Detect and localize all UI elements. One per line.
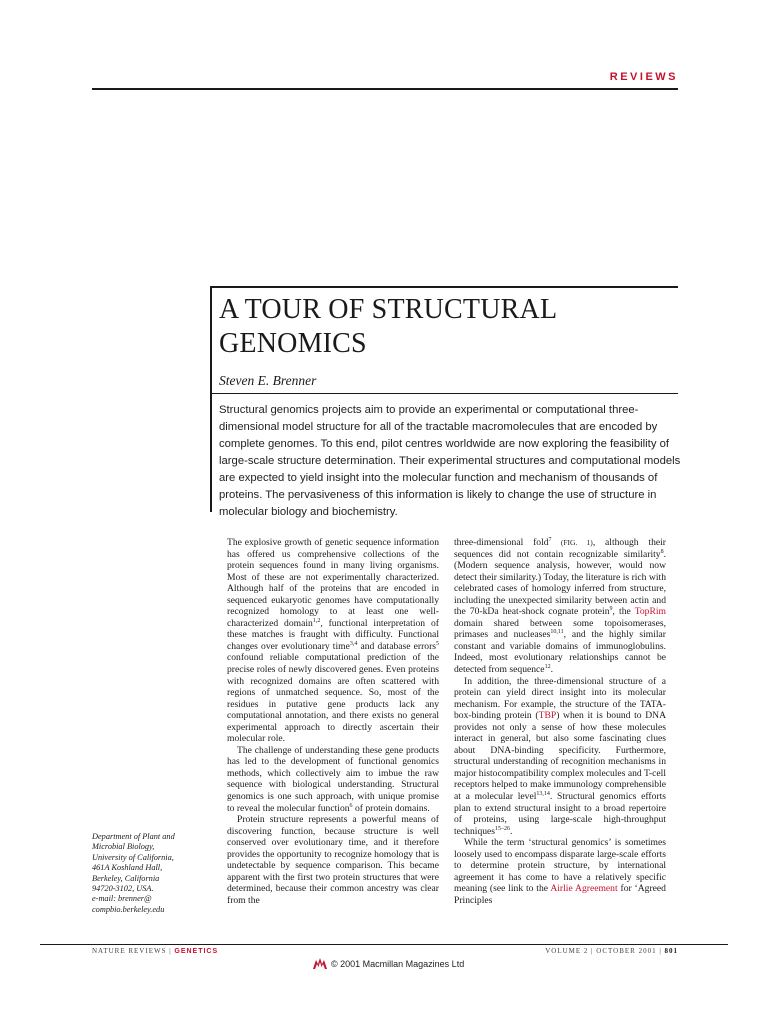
page-number: 801	[664, 947, 678, 955]
affiliation-line: compbio.berkeley.edu	[92, 904, 165, 914]
author-affiliation	[92, 832, 212, 915]
title-line-2: GENOMICS	[219, 328, 367, 359]
body-column-1	[227, 537, 439, 907]
paragraph: Protein structure represents a powerful means of discovering function, because structure is well conserved over evolutionary time, and it therefore provides the opportunity to recognize homology that is undetectable by sequence comparison. This became apparent with the first two protein structures that were determined, because their common ancestry was clear from the	[227, 814, 439, 906]
body-column-2	[454, 537, 666, 907]
paragraph: In addition, the three-dimensional structure of a protein can yield direct insight into its molecular mechanism. For example, the structure of the TATA-box-binding protein (TBP) when it is bound to DNA provides not only a sense of how these molecules interact in general, but also some fascinating clues about DNA-binding specificity. Furthermore, structural understanding of recognition mechanisms in major histocompatibility complex molecules and T-cell receptors helped to make immunology comprehensible at a molecular level$^{13,14}$. Structural genomics efforts plan to extend structural insight to a broad repertoire of proteins, using large-scale high-throughput techniques$^{15-26}$.	[454, 675, 667, 837]
copyright-line	[313, 958, 464, 969]
abstract: Structural genomics projects aim to provide an experimental or computational three-dimensional model structure for all of the tractable macromolecules that are encoded by complete genomes. To this end, pilot centres worldwide are now exploring the feasibility of large-scale structure determination. Their experimental structures and computational models are expected to yield insight into the molecular function and mechanism of thousands of proteins. The pervasiveness of this information is likely to change the use of structure in molecular biology and biochemistry.	[219, 404, 681, 518]
toprim-link[interactable]: TopRim	[634, 606, 666, 618]
title-line-1: A TOUR OF STRUCTURAL	[219, 294, 558, 325]
affiliation-line: Department of Plant and	[92, 832, 175, 841]
title-top-rule	[210, 286, 678, 288]
affiliation-line: 94720-3102, USA.	[92, 884, 154, 894]
journal-subject: GENETICS	[174, 948, 219, 955]
copyright-text: © 2001 Macmillan Magazines Ltd	[331, 959, 465, 969]
footer-rule	[40, 944, 728, 945]
title-vertical-rule	[210, 286, 212, 512]
affiliation-line: Berkeley, California	[92, 873, 160, 883]
paragraph: The challenge of understanding these gene products has led to the development of functional genomics methods, which collectively aim to imbue the raw sequence with biological understanding. Structural genomics is one such approach, with unique promise to reveal the molecular function$^6$ of protein domains.	[227, 744, 439, 814]
airlie-agreement-link[interactable]: Airlie Agreement	[550, 883, 618, 895]
footer-separator: |	[169, 947, 172, 955]
tbp-link[interactable]: TBP	[538, 710, 557, 722]
volume-issue: VOLUME 2 | OCTOBER 2001 |	[545, 947, 662, 955]
macmillan-logo-icon	[313, 958, 327, 969]
footer-volume	[545, 947, 678, 955]
affiliation-line: e-mail: brenner@	[92, 894, 152, 904]
affiliation-line: 461A Koshland Hall,	[92, 863, 163, 873]
affiliation-line: Microbial Biology,	[92, 842, 155, 852]
paragraph: While the term ‘structural genomics’ is sometimes loosely used to encompass disparate large-scale efforts to determine protein structure, by international agreement it has come to have a relatively specific meaning (see link to the Airlie Agreement for ‘Agreed Principles	[454, 837, 666, 906]
affiliation-line: University of California,	[92, 852, 174, 862]
paragraph: The explosive growth of genetic sequence information has offered us comprehensive collections of the protein sequences found in many living organisms. Most of these are not experimentally characterized. Although half of the proteins that are encoded in sequenced eukaryotic genomes have computationally recognized homology to at least one well-characterized domain$^{1,2}$, functional interpretation of these matches is fraught with difficulty. Functional changes over evolutionary time$^{3,4}$ and database errors$^5$ confound reliable computational prediction of the precise roles of newly discovered genes. Even proteins with recognized domains are often scattered with regions of unmatched sequence. So, most of the residues in putative gene products lack any computational annotation, and there exists no general experimental approach to directly ascertain their molecular role.	[227, 537, 440, 745]
author-rule	[212, 393, 678, 394]
top-rule	[92, 88, 678, 90]
journal-name: NATURE REVIEWS	[92, 947, 167, 955]
section-label: REVIEWS	[609, 71, 678, 83]
paragraph: three-dimensional fold$^7$ (FIG. 1), although their sequences did not contain recognizable similarity$^8$. (Modern sequence analysis, however, would now detect their similarity.) Today, the literature is rich with celebrated cases of homology inferred from structure, including the unexpected similarity between actin and the 70-kDa heat-shock cognate protein$^9$, the TopRim domain shared between some topoisomerases, primases and nucleases$^{10,11}$, and the highly similar constant and variable domains of immunoglobulins. Indeed, most evolutionary relationships cannot be detected from sequence$^{12}$.	[454, 536, 666, 676]
footer-journal	[92, 947, 218, 955]
author-name: Steven E. Brenner	[219, 373, 317, 388]
article-title	[219, 293, 659, 361]
